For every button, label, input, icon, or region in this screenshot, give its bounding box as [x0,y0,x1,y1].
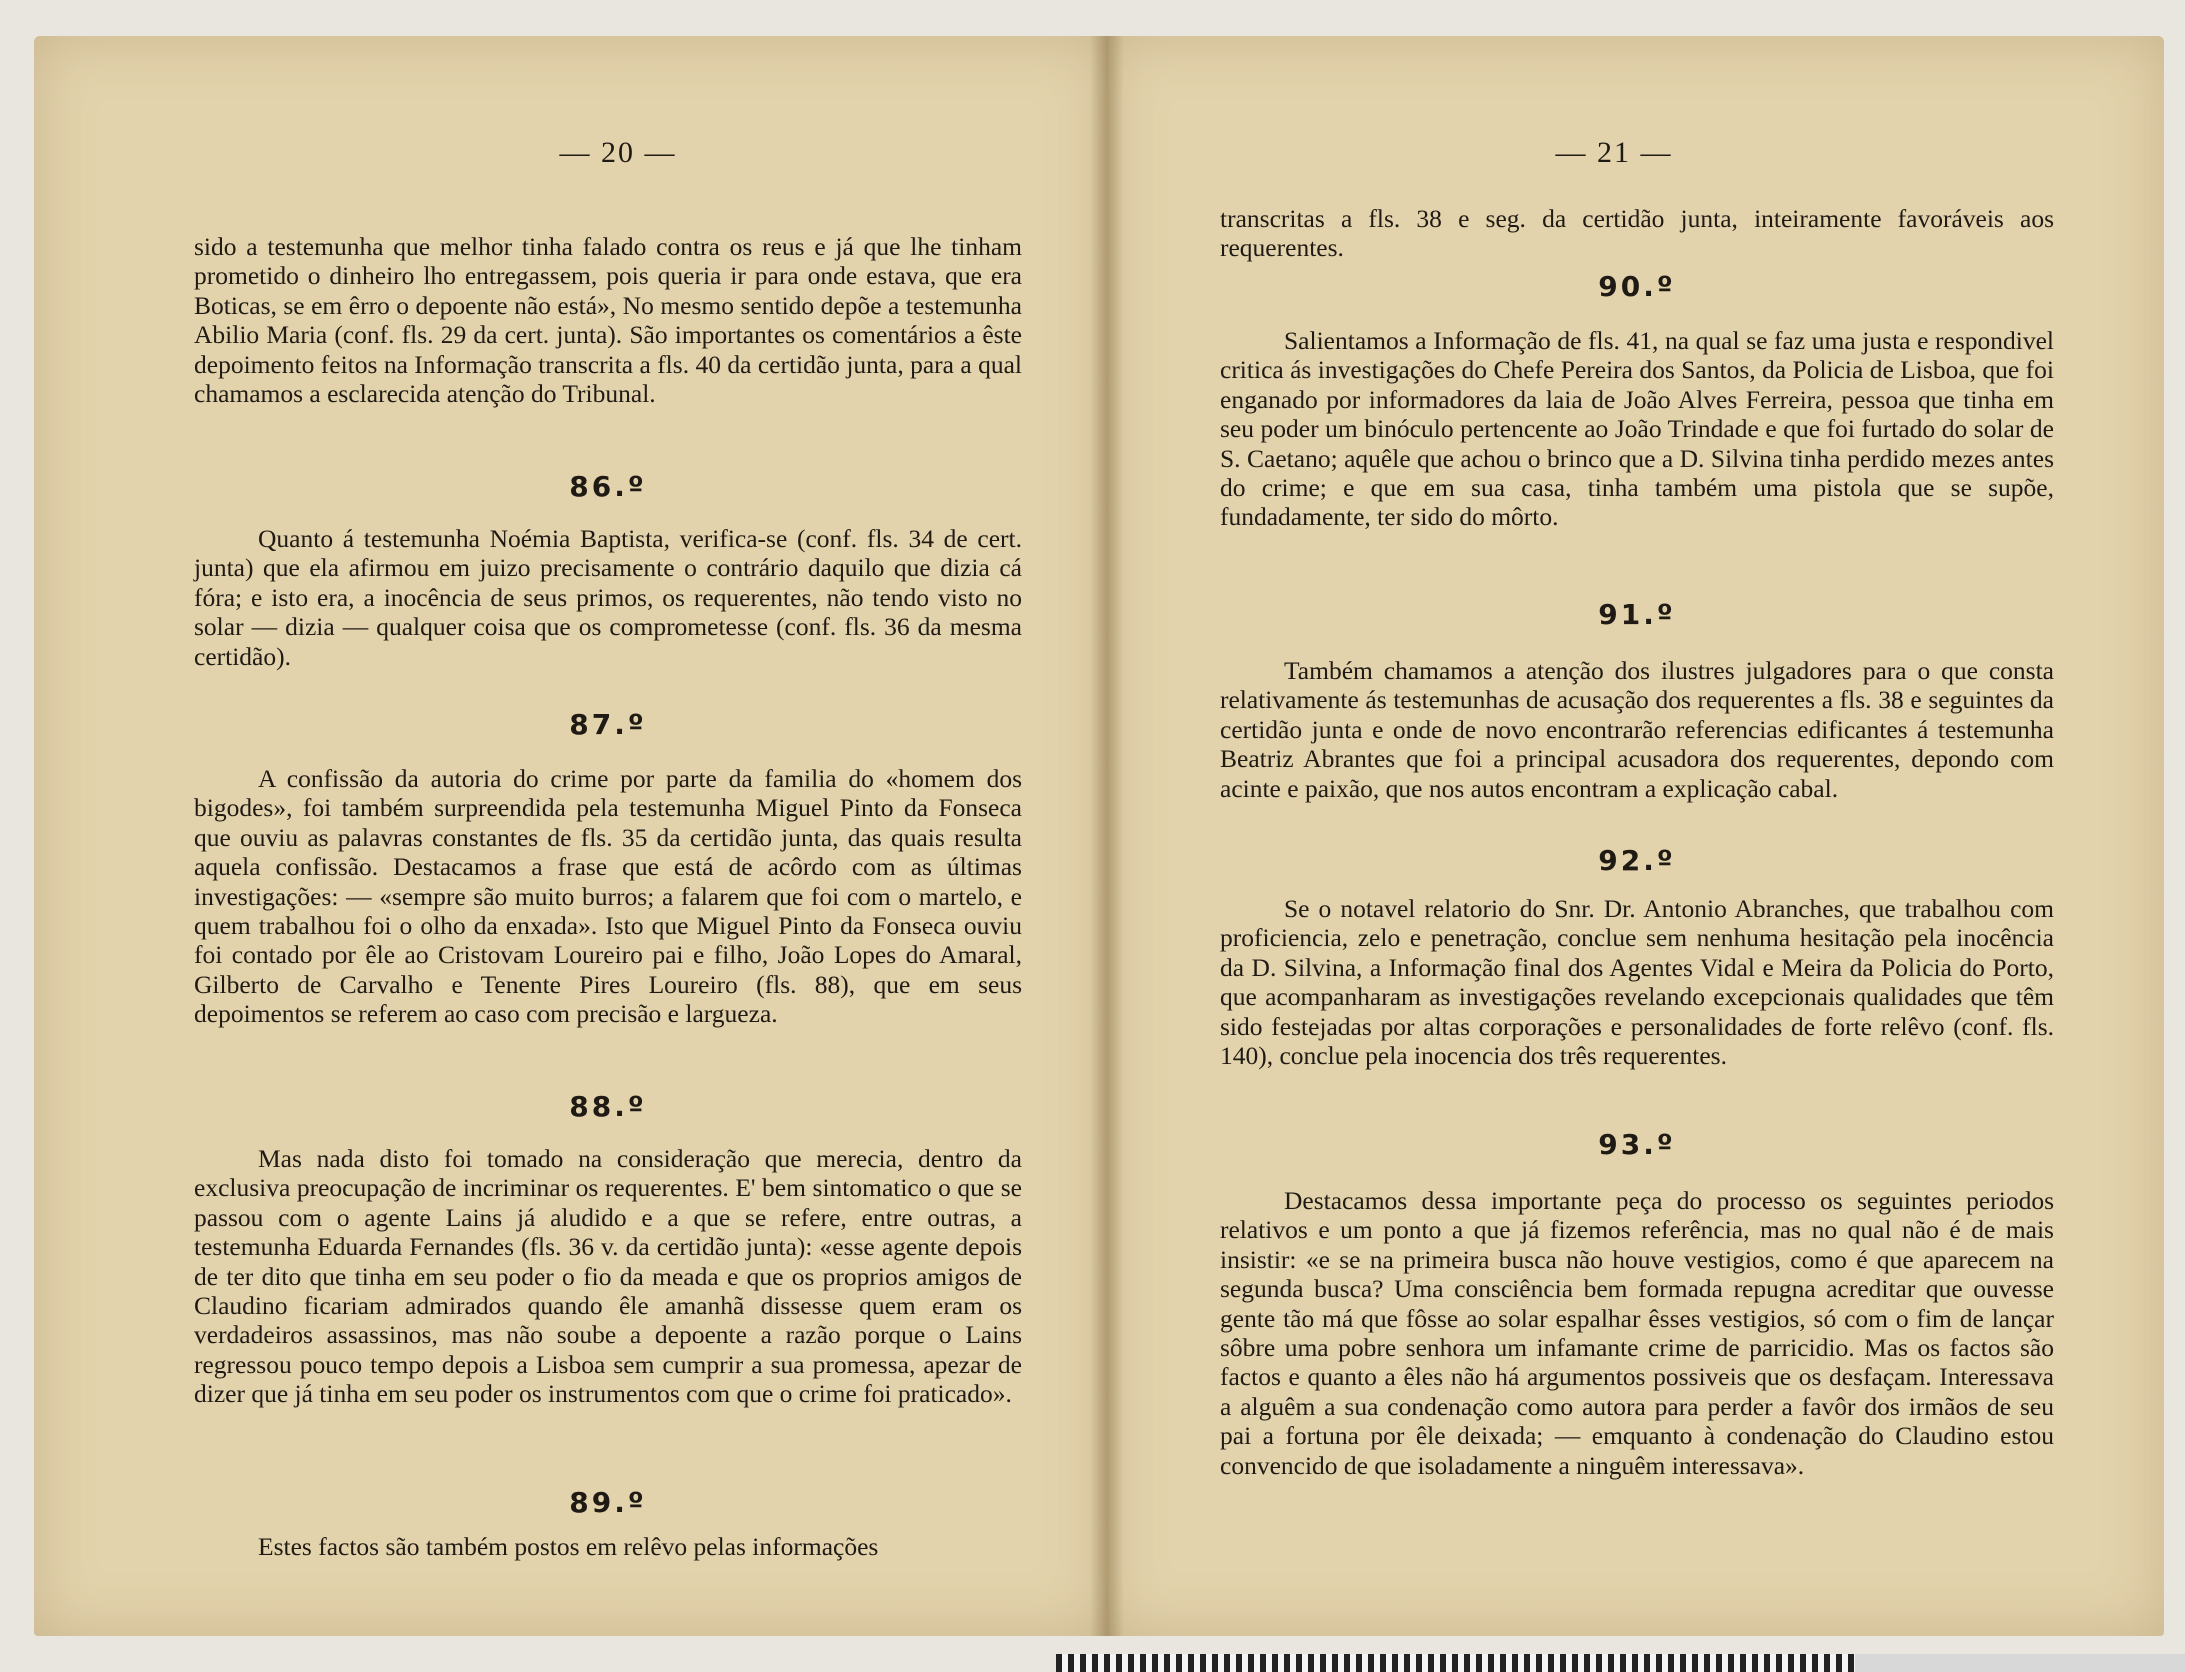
section-heading: 92.º [1598,844,1676,877]
paragraph: Também chamamos a atenção dos ilustres julgadores para o que consta relativamente ás testemunhas de acusação dos requerentes a fls. 38 e seguintes da certidão junta e onde de novo encontrarão referencias edificantes á testemunha Beatriz Abrantes que foi a principal acusadora dos requerentes, depondo com acinte e paixão, que nos autos encontram a explicação cabal. [1220,656,2054,803]
paragraph: Destacamos dessa importante peça do processo os seguintes periodos relativos e um ponto a que já fizemos referência, mas no qual não é de mais insistir: «e se na primeira busca não houve vestigios, como é que aparecem na segunda busca? Uma consciência bem formada repugna acreditar que ouvesse gente tão má que fôsse ao solar espalhar êsses vestigios, só com o fim de lançar sôbre uma pobre senhora um infamante crime de parricidio. Mas os factos são factos e quanto a êles não há argumentos possiveis que os desfaçam. Interessava a alguêm a sua condenação como autora para perder a favôr dos irmãos de seu pai a fortuna por êle deixada; — emquanto à condenação do Claudino estou convencido de que isoladamente a ninguêm interessava». [1220,1186,2054,1480]
paragraph: A confissão da autoria do crime por parte da familia do «homem dos bigodes», foi também surpreendida pela testemunha Miguel Pinto da Fonseca que ouviu as palavras constantes de fls. 35 da certidão junta, das quais resulta aquela confissão. Destacamos a frase que está de acôrdo com as últimas investigações: — «sempre são muito burros; a falarem que foi com o martelo, e quem trabalhou foi o olho da enxada». Isto que Miguel Pinto da Fonseca ouviu foi contado por êle ao Cristovam Loureiro pai e filho, João Lopes do Amaral, Gilberto de Carvalho e Tenente Pires Loureiro (fls. 88), que em seus depoimentos se referem ao caso com precisão e largueza. [194,764,1022,1029]
left-page [34,36,1106,1636]
section-heading: 91.º [1598,598,1676,631]
paragraph: Se o notavel relatorio do Snr. Dr. Antonio Abranches, que trabalhou com proficiencia, zelo e penetração, conclue sem nenhuma hesitação pela inocência da D. Silvina, a Informação final dos Agentes Vidal e Meira da Policia do Porto, que acompanharam as investigações revelando excepcionais qualidades que têm sido festejadas por altas corporações e personalidades de forte relêvo (conf. fls. 140), conclue pela inocencia dos três requerentes. [1220,894,2054,1071]
scale-end [1855,1654,2185,1672]
section-heading: 90.º [1598,270,1676,303]
section-heading: 88.º [569,1090,647,1123]
book-gutter [1090,36,1124,1636]
section-heading: 86.º [569,470,647,503]
paragraph: Salientamos a Informação de fls. 41, na qual se faz uma justa e respondivel critica ás investigações do Chefe Pereira dos Santos, da Policia de Lisboa, que foi enganado por informadores da laia de João Alves Ferreira, pessoa que tinha em seu poder um binóculo pertencente ao João Trindade e que foi furtado do solar de S. Caetano; aquêle que achou o brinco que a D. Silvina tinha perdido mezes antes do crime; e que em sua casa, tinha também uma pistola que se supõe, fundadamente, ter sido do môrto. [1220,326,2054,532]
section-heading: 87.º [569,708,647,741]
paragraph: Mas nada disto foi tomado na consideração que merecia, dentro da exclusiva preocupação de incriminar os requerentes. E' bem sintomatico o que se passou com o agente Lains já aludido e a que se refere, entre outras, a testemunha Eduarda Fernandes (fls. 36 v. da certidão junta): «esse agente depois de ter dito que tinha em seu poder o fio da meada e que os proprios amigos de Claudino ficariam admirados quando êle amanhã dissesse quem eram os verdadeiros assassinos, mas não soube a depoente a razão porque o Lains regressou pouco tempo depois a Lisboa sem cumprir a sua promessa, apezar de dizer que já tinha em seu poder os instrumentos com que o crime foi praticado». [194,1144,1022,1409]
page-number: — 21 — [1555,136,1673,169]
section-heading: 89.º [569,1486,647,1519]
paragraph: Quanto á testemunha Noémia Baptista, verifica-se (conf. fls. 34 de cert. junta) que ela afirmou em juizo precisamente o contrário daquilo que dizia cá fóra; e isto era, a inocência de seus primos, os requerentes, não tendo visto no solar — dizia — qualquer coisa que os comprometesse (conf. fls. 36 da mesma certidão). [194,524,1022,671]
paragraph: transcritas a fls. 38 e seg. da certidão junta, inteiramente favoráveis aos requerentes. [1220,204,2054,263]
paragraph: sido a testemunha que melhor tinha falado contra os reus e já que lhe tinham prometido o dinheiro lho entregassem, pois queria ir para onde estava, que era Boticas, se em êrro o depoente não está», No mesmo sentido depõe a testemunha Abilio Maria (conf. fls. 29 da cert. junta). São importantes os comentários a êste depoimento feitos na Informação transcrita a fls. 40 da certidão junta, para a qual chamamos a esclarecida atenção do Tribunal. [194,232,1022,409]
section-heading: 93.º [1598,1128,1676,1161]
color-scale-strip [1056,1654,2185,1672]
page-number: — 20 — [559,136,677,169]
right-page [1106,36,2164,1636]
paragraph: Estes factos são também postos em relêvo pelas informações [258,1532,879,1561]
